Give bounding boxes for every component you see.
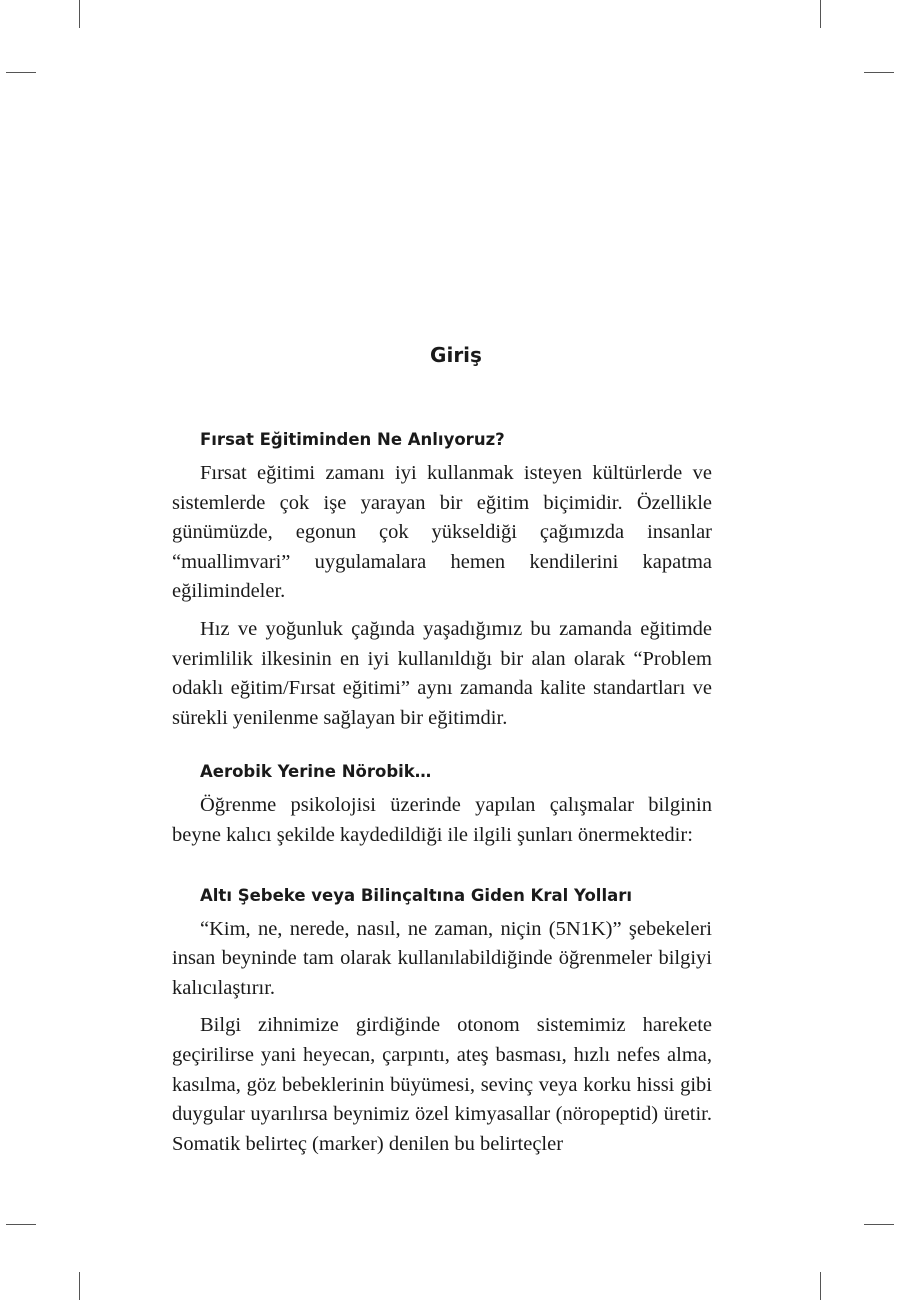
paragraph: Öğrenme psikolojisi üzerinde yapılan çalışmalar bilginin beyne kalıcı şekilde kaydedildiği ile ilgili şunları önermektedir: — [172, 794, 712, 846]
crop-mark-left-upper — [6, 72, 36, 73]
crop-mark-right-lower — [864, 1224, 894, 1225]
chapter-title: Giriş — [430, 343, 482, 367]
section-heading: Altı Şebeke veya Bilinçaltına Giden Kral Yolları — [200, 885, 633, 905]
paragraph: Hız ve yoğunluk çağında yaşadığımız bu zamanda eğitimde verimlilik ilkesinin en iyi kullanıldığı bir alan olarak “Problem odaklı eğitim/Fırsat eğitimi” aynı zamanda kalite standartları ve sürekli yenilenme sağlayan bir eğitimdir. — [172, 617, 712, 729]
paragraph: Fırsat eğitimi zamanı iyi kullanmak isteyen kültürlerde ve sistemlerde çok işe yarayan bir eğitim biçimidir. Özellikle günümüzde, egonun çok yükseldiği çağımızda insanlar “muallimvari” uygulamalara hemen kendilerini kapatma eğilimindeler. — [172, 462, 712, 603]
paragraph: Bilgi zihnimize girdiğinde otonom sistemimiz harekete geçirilirse yani heyecan, çarpıntı, ateş basması, hızlı nefes alma, kasılma, göz bebeklerinin büyümesi, sevinç veya korku hissi gibi duygular uyarılırsa beynimiz özel kimyasallar (nöropeptid) üretir. Somatik belirteç (marker) denilen bu belirteçler — [172, 1014, 712, 1155]
crop-mark-top-right — [820, 0, 821, 28]
page-content — [172, 330, 712, 1159]
crop-mark-left-lower — [6, 1224, 36, 1225]
crop-mark-top-left — [79, 0, 80, 28]
crop-mark-bottom-left — [79, 1272, 80, 1300]
paragraph: “Kim, ne, nerede, nasıl, ne zaman, niçin (5N1K)” şebekeleri insan beyninde tam olarak kullanılabildiğinde öğrenmeler bilgiyi kalıcılaştırır. — [172, 917, 712, 999]
crop-mark-right-upper — [864, 72, 894, 73]
crop-mark-bottom-right — [820, 1272, 821, 1300]
section-heading: Fırsat Eğitiminden Ne Anlıyoruz? — [200, 430, 505, 449]
section-heading: Aerobik Yerine Nörobik… — [200, 762, 432, 782]
